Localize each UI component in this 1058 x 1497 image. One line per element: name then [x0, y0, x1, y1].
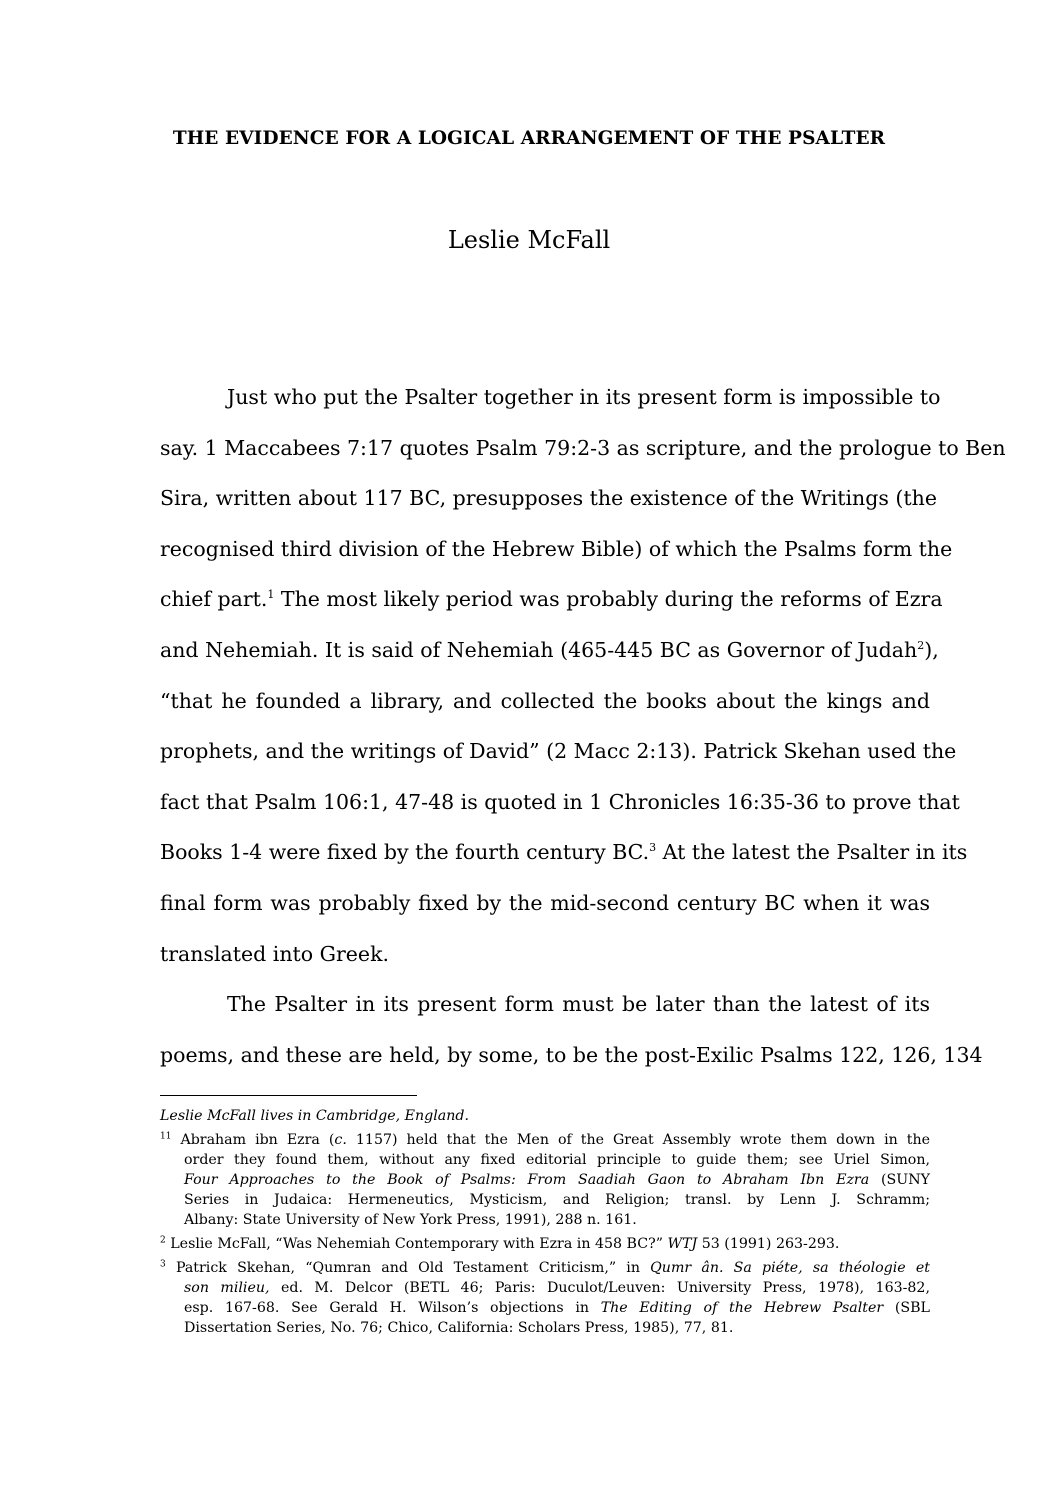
text-run: Books 1-4 were fixed by the fourth century BC. [160, 840, 650, 865]
text-run: Abraham ibn Ezra ( [180, 1132, 335, 1148]
text-run: At the latest the Psalter in its [656, 840, 968, 865]
text-run: (SBL [883, 1300, 930, 1316]
paragraph-line [160, 827, 968, 878]
text-run: c. [334, 1132, 347, 1148]
footnote-line: Albany: State University of New York Press, 1991), 288 n. 161. [184, 1212, 637, 1228]
footnote-3 [160, 1258, 930, 1278]
text-run: 1157) held that the Men of the Great Assembly wrote them down in the [346, 1132, 930, 1148]
footnote-line [160, 1170, 930, 1190]
body-text [160, 372, 1006, 1080]
text-run: esp. 167-68. See Gerald H. Wilson’s objections in [184, 1300, 601, 1316]
footnotes [160, 1106, 930, 1338]
text-run: The most likely period was probably during the reforms of Ezra [274, 587, 943, 612]
footnote-marker: 2 [160, 1235, 166, 1246]
footnote-1 [160, 1130, 930, 1150]
paragraph-line [160, 574, 943, 625]
footnote-reference[interactable]: 1 [267, 588, 275, 602]
article-title: THE EVIDENCE FOR A LOGICAL ARRANGEMENT OF THE PSALTER [172, 128, 886, 149]
footnote-line [160, 1298, 930, 1318]
footnote-marker: 11 [160, 1131, 172, 1142]
book-title: The Editing of the Hebrew Psalter [600, 1300, 884, 1316]
footnote-line [160, 1278, 930, 1298]
paragraph-line: fact that Psalm 106:1, 47-48 is quoted in 1 Chronicles 16:35-36 to prove that [160, 789, 960, 814]
footnote-reference[interactable]: 3 [649, 841, 657, 855]
paragraph-line: poems, and these are held, by some, to be the post-Exilic Psalms 122, 126, 134 [160, 1042, 983, 1067]
book-title: Four Approaches to the Book of Psalms: From Saadiah Gaon to Abraham Ibn Ezra [184, 1172, 870, 1188]
paragraph-line [160, 625, 939, 676]
footnote-line: order they found them, without any fixed editorial principle to guide them; see Uriel Simon, [184, 1152, 930, 1168]
paragraph-line: Sira, written about 117 BC, presupposes the existence of the Writings (the [160, 486, 937, 511]
footnote-separator [160, 1095, 417, 1096]
paragraph-line: Just who put the Psalter together in its present form is impossible to [227, 385, 941, 409]
footnote-line: Dissertation Series, No. 76; Chico, California: Scholars Press, 1985), 77, 81. [184, 1320, 734, 1336]
book-title: Qumr ân. Sa piéte, sa théologie et [650, 1260, 930, 1276]
author-name: Leslie McFall [447, 226, 611, 254]
text-run: ), [924, 637, 939, 662]
book-title: son milieu, [184, 1280, 270, 1296]
text-run: Patrick Skehan, “Qumran and Old Testament Criticism,” in [175, 1260, 651, 1276]
footnote-2 [160, 1234, 930, 1254]
paragraph-line: final form was probably fixed by the mid-second century BC when it was [160, 890, 930, 915]
paragraph-line: “that he founded a library, and collected the books about the kings and [160, 688, 930, 713]
paragraph-line: The Psalter in its present form must be later than the latest of its [227, 992, 930, 1017]
paragraph-line: prophets, and the writings of David” (2 Macc 2:13). Patrick Skehan used the [160, 739, 957, 764]
text-run: ed. M. Delcor (BETL 46; Paris: Duculot/Leuven: University Press, 1978), 163-82, [269, 1280, 930, 1296]
footnote-line: Series in Judaica: Hermeneutics, Mysticism, and Religion; transl. by Lenn J. Schramm; [184, 1192, 930, 1208]
text-run: chief part. [160, 587, 268, 612]
paragraph-line: say. 1 Maccabees 7:17 quotes Psalm 79:2-3 as scripture, and the prologue to Ben [160, 435, 1006, 460]
text-run: and Nehemiah. It is said of Nehemiah (465-445 BC as Governor of Judah [160, 637, 918, 662]
text-run: Leslie McFall, “Was Nehemiah Contemporary with Ezra in 458 BC?” [170, 1236, 668, 1252]
text-run: 53 (1991) 263-293. [697, 1236, 840, 1252]
paragraph-line: translated into Greek. [160, 941, 390, 966]
footnote-reference[interactable]: 2 [917, 639, 925, 653]
author-note: Leslie McFall lives in Cambridge, England. [160, 1108, 469, 1124]
paragraph-line: recognised third division of the Hebrew Bible) of which the Psalms form the [160, 536, 953, 561]
footnote-marker: 3 [160, 1259, 166, 1270]
text-run: (SUNY [869, 1172, 930, 1188]
journal-title: WTJ [667, 1236, 698, 1252]
